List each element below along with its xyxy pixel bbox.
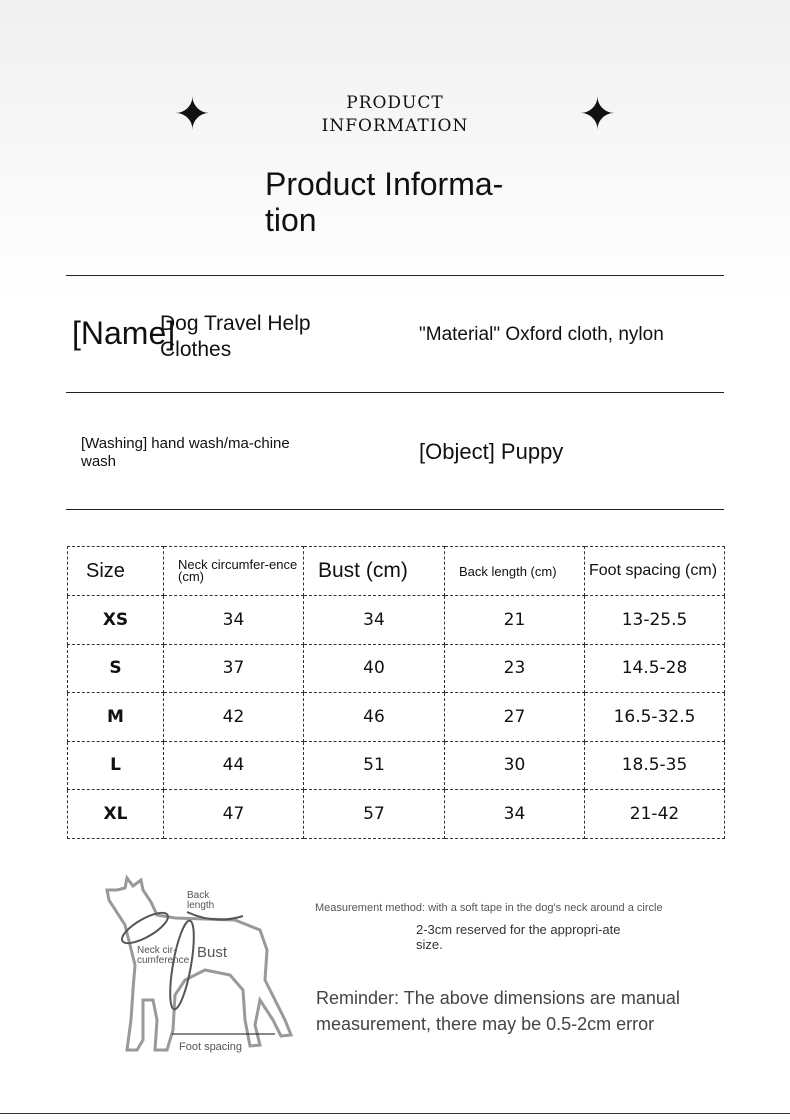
cell: 18.5-35 (585, 741, 725, 790)
divider (66, 509, 724, 510)
cell: 47 (164, 790, 304, 839)
divider (66, 392, 724, 393)
header-bust: Bust (cm) (304, 547, 445, 596)
back-length-label: Back length (187, 890, 215, 911)
size-table (67, 546, 725, 839)
cell: 21 (445, 596, 585, 645)
section-title (290, 92, 500, 138)
title-line-1: PRODUCT (346, 93, 444, 113)
cell: 46 (304, 693, 445, 742)
reminder-note: Reminder: The above dimensions are manual measurement, there may be 0.5-2cm error (316, 988, 680, 1034)
cell: 40 (304, 644, 445, 693)
washing: [Washing] hand wash/ma-chine wash (81, 435, 290, 470)
divider (66, 275, 724, 276)
cell: 44 (164, 741, 304, 790)
name-label: [Name] (72, 315, 176, 351)
foot-spacing-label: Foot spacing (179, 1041, 242, 1053)
cell: 42 (164, 693, 304, 742)
bust-label: Bust (197, 944, 228, 961)
cell: 34 (304, 596, 445, 645)
cell: M (68, 693, 164, 742)
table-row (68, 596, 725, 645)
cell: 21-42 (585, 790, 725, 839)
name-value: Dog Travel Help Clothes (160, 312, 311, 361)
cell: 14.5-28 (585, 644, 725, 693)
cell: 57 (304, 790, 445, 839)
cell: 37 (164, 644, 304, 693)
cell: 13-25.5 (585, 596, 725, 645)
table-row (68, 741, 725, 790)
header-foot: Foot spacing (cm) (585, 547, 725, 596)
neck-label: Neck cir-cumference (137, 945, 190, 966)
cell: 34 (164, 596, 304, 645)
header-back: Back length (cm) (445, 547, 585, 596)
measurement-method: Measurement method: with a soft tape in the dog's neck around a circle (315, 902, 663, 914)
object: [Object] Puppy (419, 439, 564, 464)
page-title: Product Informa-tion (265, 166, 504, 238)
cell: 16.5-32.5 (585, 693, 725, 742)
cell: 27 (445, 693, 585, 742)
bottom-divider (0, 1113, 790, 1114)
header-size: Size (68, 547, 164, 596)
table-row (68, 644, 725, 693)
header-neck: Neck circumfer-ence (cm) (164, 547, 304, 596)
table-header-row (68, 547, 725, 596)
material: "Material" Oxford cloth, nylon (419, 324, 664, 345)
table-row (68, 790, 725, 839)
cell: L (68, 741, 164, 790)
cell: XS (68, 596, 164, 645)
title-line-2: INFORMATION (321, 116, 469, 136)
sparkle-icon: ✦ (579, 90, 616, 139)
cell: 30 (445, 741, 585, 790)
cell: 34 (445, 790, 585, 839)
cell: 23 (445, 644, 585, 693)
cell: S (68, 644, 164, 693)
cell: XL (68, 790, 164, 839)
cell: 51 (304, 741, 445, 790)
sparkle-icon: ✦ (174, 90, 211, 139)
reserved-note: 2-3cm reserved for the appropri-ate size. (416, 922, 621, 952)
table-row (68, 693, 725, 742)
